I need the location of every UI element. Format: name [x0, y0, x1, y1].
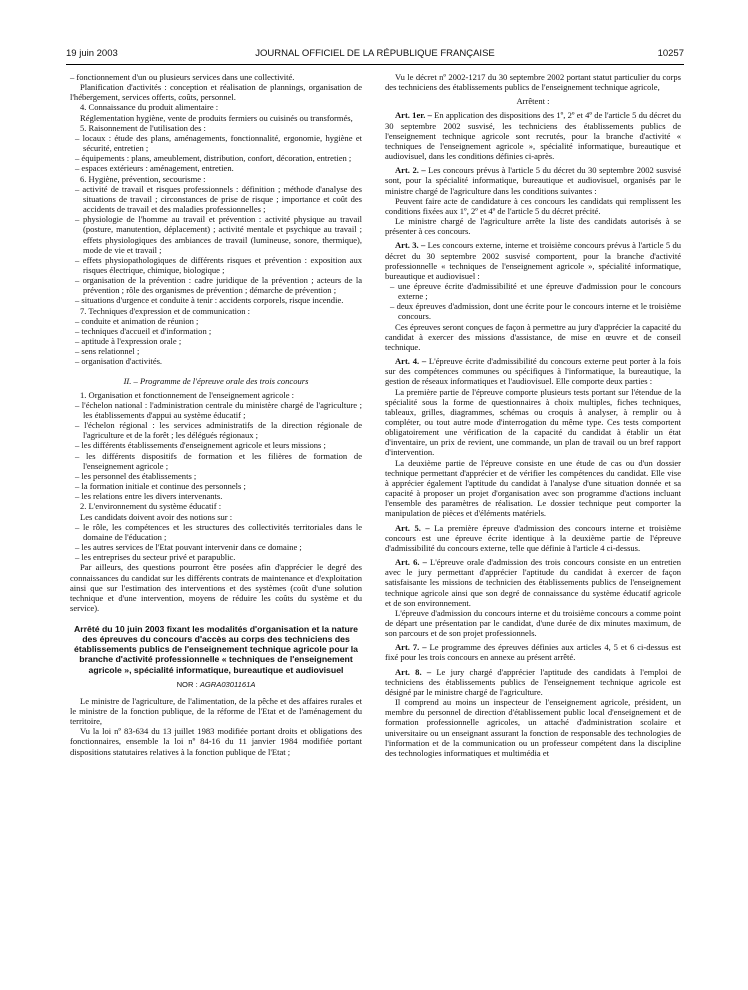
- paragraph: Le ministre chargé de l'agriculture arrête la liste des candidats autorisés à se présenter à ces concours.: [385, 216, 681, 237]
- left-column: [70, 72, 362, 757]
- nor-label: NOR :: [176, 679, 198, 689]
- list-item: – les différents dispositifs de formation et les filières de formation de l'enseignement agricole ;: [75, 450, 362, 471]
- article-label: Art. 3. –: [395, 240, 426, 251]
- list-item: – conduite et animation de réunion ;: [75, 315, 199, 326]
- section-heading: 1. Organisation et fonctionnement de l'enseignement agricole :: [80, 389, 295, 400]
- section-heading: 2. L'environnement du système éducatif :: [80, 501, 222, 512]
- list-item: – les personnel des établissements ;: [75, 470, 197, 481]
- list-item: – organisation d'activités.: [75, 356, 163, 367]
- right-column: [385, 72, 681, 758]
- paragraph: Vu la loi nº 83-634 du 13 juillet 1983 modifiée portant droits et obligations des fonctionnaires, ensemble la loi nº 84-16 du 11 janvier 1984 modifiée portant dispositions statutaires relatives à la fonction publique de l'Etat ;: [70, 726, 362, 757]
- list-item: – les autres services de l'Etat pouvant intervenir dans ce domaine ;: [75, 542, 302, 553]
- list-item: – l'échelon régional : les services administratifs de la direction régionale de l'agriculture et de la forêt ; les délégués régionaux ;: [75, 420, 362, 441]
- article-label: Art. 5. –: [395, 522, 430, 533]
- paragraph: Le ministre de l'agriculture, de l'alimentation, de la pêche et des affaires rurales et le ministre de la fonction publique, de la réforme de l'Etat et de l'aménagement du territoire,: [70, 695, 362, 727]
- article-label: Art. 4. –: [395, 356, 427, 367]
- section-heading: 4. Connaissance du produit alimentaire :: [80, 102, 219, 113]
- list-item: – organisation de la prévention : cadre juridique de la prévention ; acteurs de la prévention ; rôle des organismes de prévention ; démarche de prévention ;: [75, 275, 362, 296]
- list-item: – les différents établissements d'enseignement agricole et leurs missions ;: [75, 440, 326, 451]
- article-7: [385, 642, 681, 662]
- article-label: Art. 2. –: [395, 165, 426, 176]
- paragraph: Peuvent faire acte de candidature à ces concours les candidats qui remplissent les conditions fixées aux 1º, 2º et 4º de l'article 5 du décret précité.: [385, 195, 681, 216]
- section-heading: 5. Raisonnement de l'utilisation des :: [80, 122, 206, 133]
- paragraph: Planification d'activités : conception et réalisation de plannings, organisation de l'hébergement, services offerts, coûts, personnel.: [70, 82, 362, 103]
- article-3: [385, 240, 681, 281]
- article-4: [385, 356, 681, 386]
- list-item: – les relations entre les divers intervenants.: [75, 491, 223, 502]
- list-item: – espaces extérieurs : aménagement, entretien.: [75, 163, 234, 174]
- article-label: Art. 1er. –: [395, 110, 432, 121]
- article-text: Les concours externe, interne et troisième concours prévus à l'article 5 du décret du 30 septembre 2002 susvisé comportent, pour la branche d'activité professionnelle « techniques de l'enseignement agricole », spécialité informatique, bureautique et audiovisuel :: [385, 240, 682, 281]
- page-header: [66, 48, 684, 62]
- list-item: – effets physiopathologiques de différents risques et prévention : exposition aux risques électrique, chimique, biologique ;: [75, 254, 362, 275]
- arrete-title: Arrêté du 10 juin 2003 fixant les modalités d'organisation et la nature des épreuves du concours d'accès au corps des techniciens des établissements publics de l'enseignement technique agricole pour la branche d'activité professionnelle « techniques de l'enseignement agricole », spécialité informatique, bureautique et audiovisuel: [73, 624, 358, 675]
- nor-reference: [70, 680, 362, 690]
- paragraph: Il comprend au moins un inspecteur de l'enseignement agricole, président, un membre du personnel de direction d'établissement public local d'enseignement et de formation professionnelle agricoles, un attaché d'administration scolaire et universitaire ou un enseignant assurant la fonction de responsable des technologies de l'information et de la communication ou un professeur compétent dans la discipline des technologies informatiques et multimédia et: [385, 697, 681, 758]
- paragraph: La deuxième partie de l'épreuve consiste en une étude de cas ou d'un dossier technique permettant d'apprécier et de vérifier les compétences du candidat. Elle vise à apprécier également l'aptitude du candidat à l'analyse d'une situation donnée et sa capacité à proposer un projet d'organisation avec son programme d'actions incluant l'ensemble des paramètres de réalisation. Le dossier technique peut comporter la manipulation de pièces et d'éléments matériels.: [385, 457, 681, 519]
- list-item: – situations d'urgence et conduite à tenir : accidents corporels, risque incendie.: [75, 295, 344, 306]
- article-label: Art. 7. –: [395, 642, 427, 653]
- section-heading: 6. Hygiène, prévention, secourisme :: [80, 173, 206, 184]
- arretent-heading: Arrêtent :: [516, 96, 550, 107]
- list-item: – l'échelon national : l'administration centrale du ministère chargé de l'agriculture ; les établissements d'appui au système éducatif ;: [75, 399, 362, 420]
- article-label: Art. 6. –: [395, 557, 427, 568]
- article-label: Art. 8. –: [395, 666, 432, 677]
- article-6: [385, 557, 681, 608]
- programme-heading: II. – Programme de l'épreuve orale des trois concours: [123, 375, 309, 386]
- list-item: – aptitude à l'expression orale ;: [75, 336, 182, 347]
- page-number: 10257: [657, 48, 684, 59]
- list-item: – la formation initiale et continue des personnels ;: [75, 481, 246, 492]
- list-item: – une épreuve écrite d'admissibilité et une épreuve d'admission pour le concours externe ;: [390, 280, 681, 302]
- article-text: Le jury chargé d'apprécier l'aptitude des candidats à l'emploi de techniciens des établissements publics de l'enseignement technique agricole est désigné par le ministre chargé de l'agriculture.: [385, 666, 682, 697]
- list-item: – locaux : étude des plans, aménagements, fonctionnalité, ergonomie, hygiène et sécurité, entretien ;: [75, 132, 362, 154]
- list-item: – deux épreuves d'admission, dont une écrite pour le concours interne et le troisième concours.: [390, 301, 681, 322]
- paragraph: Par ailleurs, des questions pourront être posées afin d'apprécier le degré des connaissances du candidat sur les différents contrats de maintenance et d'exploitation ainsi que sur l'estimation des interventions et des systèmes (coût d'une solution technique et d'une intervention, moyens de réduire les coûts du système et du service).: [70, 562, 362, 613]
- nor-code: AGRA0301161A: [199, 679, 256, 689]
- list-item: – sens relationnel ;: [75, 346, 140, 357]
- article-text: Le programme des épreuves définies aux articles 4, 5 et 6 ci-dessus est fixé pour les trois concours en annexe au présent arrêté.: [385, 642, 682, 663]
- article-1: [385, 110, 681, 161]
- list-item: – physiologie de l'homme au travail et prévention : activité physique au travail (posture, manutention, déplacement) ; activité mentale et psychique au travail ; effets physiologiques des ambiances de travail (lumineuse, sonore, thermique), mode de vie et travail ;: [75, 214, 362, 255]
- article-text: Les concours prévus à l'article 5 du décret du 30 septembre 2002 susvisé sont, pour la spécialité informatique, bureautique et audiovisuel, organisés par le ministre chargé de l'agriculture dans les conditions suivantes :: [385, 165, 682, 196]
- paragraph: Ces épreuves seront conçues de façon à permettre au jury d'apprécier la capacité du candidat à exercer des missions d'assistance, de mise en œuvre et de conseil technique.: [385, 321, 681, 352]
- article-8: [385, 667, 681, 697]
- article-5: [385, 523, 681, 553]
- list-item: – les entreprises du secteur privé et parapublic.: [75, 552, 236, 563]
- article-text: En application des dispositions des 1º, 2º et 4º de l'article 5 du décret du 30 septembre 2002 susvisé, les techniciens des établissements publics de l'enseignement technique agricole sont recrutés, pour la branche d'activité « techniques de l'enseignement agricole », spécialité informatique, bureautique et audiovisuel, dans les conditions définies ci-après.: [385, 110, 681, 162]
- list-item: – équipements : plans, ameublement, distribution, confort, décoration, entretien ;: [75, 153, 352, 164]
- list-item: – activité de travail et risques professionnels : définition ; méthode d'analyse des situations de travail ; circonstances de prise de risque ; importance et coût des accidents de travail et des maladies professionnelles ;: [75, 183, 362, 215]
- list-item: – le rôle, les compétences et les structures des collectivités territoriales dans le domaine de l'éducation ;: [75, 521, 362, 542]
- header-rule: [66, 64, 684, 65]
- paragraph: L'épreuve d'admission du concours interne et du troisième concours a comme point de départ une présentation par le candidat, d'une durée de dix minutes maximum, de son parcours et de son projet professionnels.: [385, 607, 681, 639]
- journal-title: JOURNAL OFFICIEL DE LA RÉPUBLIQUE FRANÇAISE: [255, 48, 495, 59]
- article-text: L'épreuve écrite d'admissibilité du concours externe peut porter à la fois sur des compétences communes ou spécifiques à l'informatique, la bureautique, la gestion de réseaux informatiques et l'audiovisuel. Elle comporte deux parties :: [385, 356, 681, 387]
- article-text: La première épreuve d'admission des concours interne et troisième concours est une épreuve écrite identique à la deuxième partie de l'épreuve d'admissibilité du concours externe, telle que définie à l'article 4 ci-dessus.: [385, 522, 681, 553]
- paragraph: Les candidats doivent avoir des notions sur :: [80, 511, 233, 522]
- list-item: – techniques d'accueil et d'information ;: [75, 325, 212, 336]
- article-2: [385, 165, 681, 195]
- section-heading: 7. Techniques d'expression et de communication :: [80, 305, 251, 316]
- article-text: L'épreuve orale d'admission des trois concours consiste en un entretien avec le jury permettant d'apprécier l'aptitude du candidat à exercer de façon satisfaisante les missions de technicien des établissements publics de l'enseignement technique agricole ainsi que son degré de connaissance du système éducatif agricole et de son environnement.: [385, 557, 681, 608]
- list-item: – fonctionnement d'un ou plusieurs services dans une collectivité.: [70, 72, 295, 82]
- issue-date: 19 juin 2003: [66, 48, 118, 59]
- paragraph: Vu le décret nº 2002-1217 du 30 septembre 2002 portant statut particulier du corps des techniciens des établissements publics de l'enseignement technique agricole,: [385, 72, 681, 93]
- paragraph: Réglementation hygiène, vente de produits fermiers ou cuisinés ou transformés,: [80, 112, 353, 123]
- paragraph: La première partie de l'épreuve comporte plusieurs tests portant sur l'étendue de la spécialité sous la forme de questionnaires à choix multiples, fiches techniques, tableaux, grilles, diagrammes, schémas ou croquis à analyser, à remplir ou à compléter, ou tout autre mode d'interrogation du même type. Ces tests comportent obligatoirement une vérification de la capacité du candidat à établir un état d'inventaire, un prix de revient, une commande, un plan de travail ou un bref rapport d'intervention.: [385, 386, 681, 458]
